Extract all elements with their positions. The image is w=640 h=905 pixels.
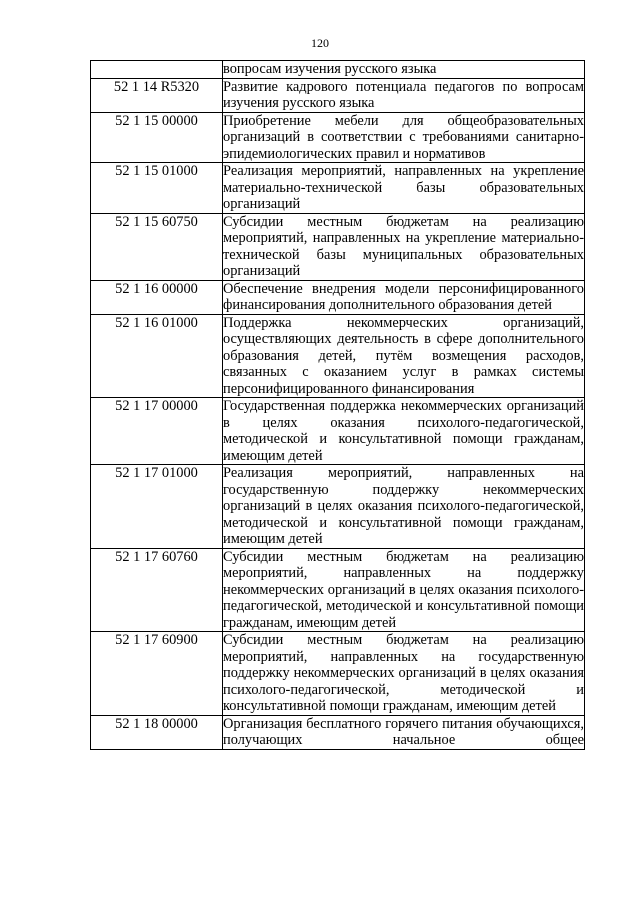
- row-description: Развитие кадрового потенциала педагогов по вопросам изучения русского языка: [223, 78, 584, 111]
- row-code: 52 1 16 00000: [91, 280, 223, 314]
- row-code: 52 1 15 60750: [91, 213, 223, 280]
- row-code: 52 1 16 01000: [91, 314, 223, 398]
- row-description: Реализация мероприятий, направленных на государственную поддержку некоммерческих организаций в целях оказания психолого-педагогической, методической и консультативной помощи гражданам, имеющим детей: [223, 465, 584, 547]
- row-description: Государственная поддержка некоммерческих организаций в целях оказания психолого-педагогической, методической и консультативной помощи гражданам, имеющим детей: [223, 398, 584, 464]
- table-row: [91, 632, 585, 716]
- row-code: 52 1 18 00000: [91, 715, 223, 749]
- row-code: 52 1 17 60900: [91, 632, 223, 716]
- row-description: Субсидии местным бюджетам на реализацию мероприятий, направленных на государственную поддержку некоммерческих организаций в целях оказания психолого-педагогической, методической и консультативной помощи гражданам, имеющим детей: [223, 632, 584, 714]
- table-row: [91, 163, 585, 214]
- row-code: 52 1 15 00000: [91, 112, 223, 163]
- page-number: 120: [311, 36, 329, 50]
- table-row: [91, 465, 585, 549]
- row-description: Организация бесплатного горячего питания обучающихся, получающих начальное общее: [223, 715, 584, 748]
- table-row: [91, 112, 585, 163]
- table-row: [91, 548, 585, 632]
- table-row: [91, 398, 585, 465]
- row-description: Реализация мероприятий, направленных на укрепление материально-технической базы образовательных организаций: [223, 163, 584, 212]
- table-row: [91, 61, 585, 79]
- table-row: [91, 213, 585, 280]
- row-code: 52 1 17 60760: [91, 548, 223, 632]
- budget-classification-table: [90, 60, 585, 750]
- row-code: 52 1 17 00000: [91, 398, 223, 465]
- row-code: 52 1 14 R5320: [91, 78, 223, 112]
- row-code: 52 1 15 01000: [91, 163, 223, 214]
- table-row: [91, 715, 585, 749]
- row-description: Приобретение мебели для общеобразовательных организаций в соответствии с требованиями санитарно-эпидемиологических правил и нормативов: [223, 112, 584, 162]
- table-row: [91, 280, 585, 314]
- row-description: Субсидии местным бюджетам на реализацию мероприятий, направленных на поддержку некоммерческих организаций в целях оказания психолого-педагогической, методической и консультативной помощи гражданам, имеющим детей: [223, 548, 584, 631]
- row-code: [91, 61, 223, 79]
- row-description: Поддержка некоммерческих организаций, осуществляющих деятельность в сфере дополнительного образования детей, путём возмещения расходов, связанных с оказанием услуг в рамках системы персонифицированного финансирования: [223, 314, 584, 397]
- row-code: 52 1 17 01000: [91, 465, 223, 549]
- row-description: вопросам изучения русского языка: [223, 61, 585, 79]
- table-row: [91, 314, 585, 398]
- row-description: Субсидии местным бюджетам на реализацию мероприятий, направленных на укрепление материально-технической базы муниципальных образовательных организаций: [223, 213, 584, 279]
- row-description: Обеспечение внедрения модели персонифицированного финансирования дополнительного образования детей: [223, 280, 584, 313]
- table-row: [91, 78, 585, 112]
